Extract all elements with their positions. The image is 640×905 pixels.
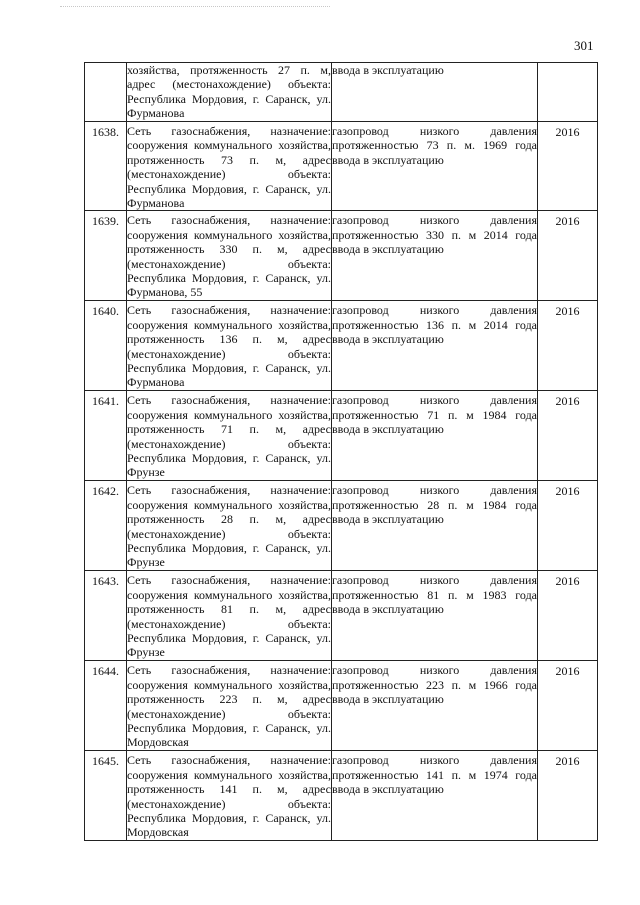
- table-row: [85, 122, 598, 211]
- row-number: 1643.: [85, 571, 127, 661]
- object-description: газопровод низкого давления протяженностью 71 п. м 1984 года ввода в эксплуатацию: [332, 391, 538, 481]
- row-year: 2016: [538, 301, 598, 391]
- object-name: Сеть газоснабжения, назначение: сооружения коммунального хозяйства, протяженность 81 п. м, адрес (местонахождение) объекта: Республика Мордовия, г. Саранск, ул. Фрунзе: [127, 571, 332, 661]
- object-description: газопровод низкого давления протяженностью 73 п. м. 1969 года ввода в эксплуатацию: [332, 122, 538, 211]
- row-year: 2016: [538, 661, 598, 751]
- object-description: газопровод низкого давления протяженностью 136 п. м 2014 года ввода в эксплуатацию: [332, 301, 538, 391]
- table-row: [85, 751, 598, 841]
- row-year: 2016: [538, 211, 598, 301]
- scan-artifact: [60, 6, 330, 10]
- row-number: 1638.: [85, 122, 127, 211]
- page-number: 301: [574, 38, 594, 53]
- row-year: 2016: [538, 571, 598, 661]
- row-number: 1644.: [85, 661, 127, 751]
- row-number: 1640.: [85, 301, 127, 391]
- row-year: 2016: [538, 391, 598, 481]
- row-year: [538, 63, 598, 122]
- table-row-continued: [85, 63, 598, 122]
- table-row: [85, 661, 598, 751]
- object-name: Сеть газоснабжения, назначение: сооружения коммунального хозяйства, протяженность 28 п. м, адрес (местонахождение) объекта: Республика Мордовия, г. Саранск, ул. Фрунзе: [127, 481, 332, 571]
- object-description: газопровод низкого давления протяженностью 330 п. м 2014 года ввода в эксплуатацию: [332, 211, 538, 301]
- object-description: газопровод низкого давления протяженностью 141 п. м 1974 года ввода в эксплуатацию: [332, 751, 538, 841]
- object-name: хозяйства, протяженность 27 п. м, адрес (местонахождение) объекта: Республика Мордовия, г. Саранск, ул. Фурманова: [127, 63, 331, 121]
- row-number: 1639.: [85, 211, 127, 301]
- row-year: 2016: [538, 122, 598, 211]
- table-row: [85, 301, 598, 391]
- object-name: Сеть газоснабжения, назначение: сооружения коммунального хозяйства, протяженность 141 п. м, адрес (местонахождение) объекта: Республика Мордовия, г. Саранск, ул. Мордовская: [127, 751, 332, 841]
- object-description: газопровод низкого давления протяженностью 28 п. м 1984 года ввода в эксплуатацию: [332, 481, 538, 571]
- row-number: 1645.: [85, 751, 127, 841]
- object-name: Сеть газоснабжения, назначение: сооружения коммунального хозяйства, протяженность 71 п. м, адрес (местонахождение) объекта: Республика Мордовия, г. Саранск, ул. Фрунзе: [127, 391, 332, 481]
- object-description: газопровод низкого давления протяженностью 81 п. м 1983 года ввода в эксплуатацию: [332, 571, 538, 661]
- object-description: газопровод низкого давления протяженностью 223 п. м 1966 года ввода в эксплуатацию: [332, 661, 538, 751]
- row-number: 1641.: [85, 391, 127, 481]
- table-row: [85, 211, 598, 301]
- table-row: [85, 571, 598, 661]
- table-row: [85, 481, 598, 571]
- row-number: 1642.: [85, 481, 127, 571]
- object-description: ввода в эксплуатацию: [332, 63, 538, 122]
- row-year: 2016: [538, 751, 598, 841]
- table-row: [85, 391, 598, 481]
- registry-table: [84, 62, 598, 841]
- object-name: Сеть газоснабжения, назначение: сооружения коммунального хозяйства, протяженность 223 п. м, адрес (местонахождение) объекта: Республика Мордовия, г. Саранск, ул. Мордовская: [127, 661, 332, 751]
- object-name: Сеть газоснабжения, назначение: сооружения коммунального хозяйства, протяженность 136 п. м, адрес (местонахождение) объекта: Республика Мордовия, г. Саранск, ул. Фурманова: [127, 301, 332, 391]
- object-name: Сеть газоснабжения, назначение: сооружения коммунального хозяйства, протяженность 73 п. м, адрес (местонахождение) объекта: Республика Мордовия, г. Саранск, ул. Фурманова: [127, 122, 332, 211]
- row-year: 2016: [538, 481, 598, 571]
- object-name: Сеть газоснабжения, назначение: сооружения коммунального хозяйства, протяженность 330 п. м, адрес (местонахождение) объекта: Республика Мордовия, г. Саранск, ул. Фурманова, 55: [127, 211, 332, 301]
- row-number: [85, 63, 127, 122]
